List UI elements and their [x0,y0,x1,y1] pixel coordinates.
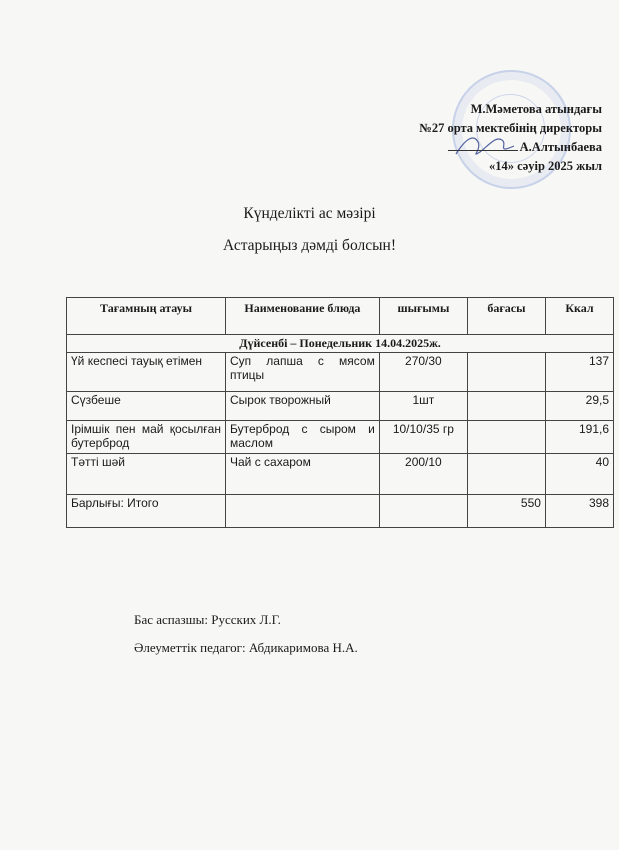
cell-kcal: 137 [545,353,613,392]
cell-price [467,421,545,454]
signature-line [448,138,518,151]
table-row [67,421,614,454]
pedagog-signature-line: Әлеуметтік педагог: Абдикаримова Н.А. [134,640,358,655]
approval-line-2: №27 орта мектебінің директоры [419,121,602,135]
cell-name-ru: Бутерброд с сыром и маслом [225,421,379,454]
page-subtitle: Астарыңыз дәмді болсын! [223,237,396,254]
approval-block [419,100,602,176]
cell-name-ru: Суп лапша с мясом птицы [225,353,379,392]
cell-name-ru: Сырок творожный [225,392,379,421]
cell-price [467,392,545,421]
header-name-ru: Наименование блюда [225,298,379,335]
chef-signature-line: Бас аспазшы: Русских Л.Г. [134,612,281,627]
cell-name-kz: Үй кеспесі тауық етімен [67,353,226,392]
cell-yield: 200/10 [379,454,467,495]
cell-total-price: 550 [467,495,545,528]
cell-price [467,454,545,495]
header-kcal: Ккал [545,298,613,335]
cell-name-kz: Сүзбеше [67,392,226,421]
cell-name-kz: Ірімшік пен май қосылған бутерброд [67,421,226,454]
table-row [67,392,614,421]
approval-date: «14» сәуір 2025 жыл [489,159,602,173]
day-row [67,335,614,353]
cell-price [467,353,545,392]
approval-line-3 [419,138,602,157]
cell-kcal: 29,5 [545,392,613,421]
approval-line-1: М.Мәметова атындағы [470,102,602,116]
cell-kcal: 40 [545,454,613,495]
day-label: Дүйсенбі – Понедельник 14.04.2025ж. [67,335,614,353]
cell-kcal: 191,6 [545,421,613,454]
director-name: А.Алтынбаева [519,140,602,154]
cell-yield [379,495,467,528]
menu-table [66,297,614,528]
cell-name-ru [225,495,379,528]
cell-total-label: Барлығы: Итого [67,495,226,528]
page-title: Күнделікті ас мәзірі [243,205,376,222]
table-row [67,353,614,392]
cell-name-kz: Тәтті шәй [67,454,226,495]
cell-total-kcal: 398 [545,495,613,528]
cell-name-ru: Чай с сахаром [225,454,379,495]
cell-yield: 10/10/35 гр [379,421,467,454]
table-header-row [67,298,614,335]
header-name-kz: Тағамның атауы [67,298,226,335]
header-price: бағасы [467,298,545,335]
table-row [67,454,614,495]
cell-yield: 270/30 [379,353,467,392]
table-total-row [67,495,614,528]
header-yield: шығымы [379,298,467,335]
cell-yield: 1шт [379,392,467,421]
